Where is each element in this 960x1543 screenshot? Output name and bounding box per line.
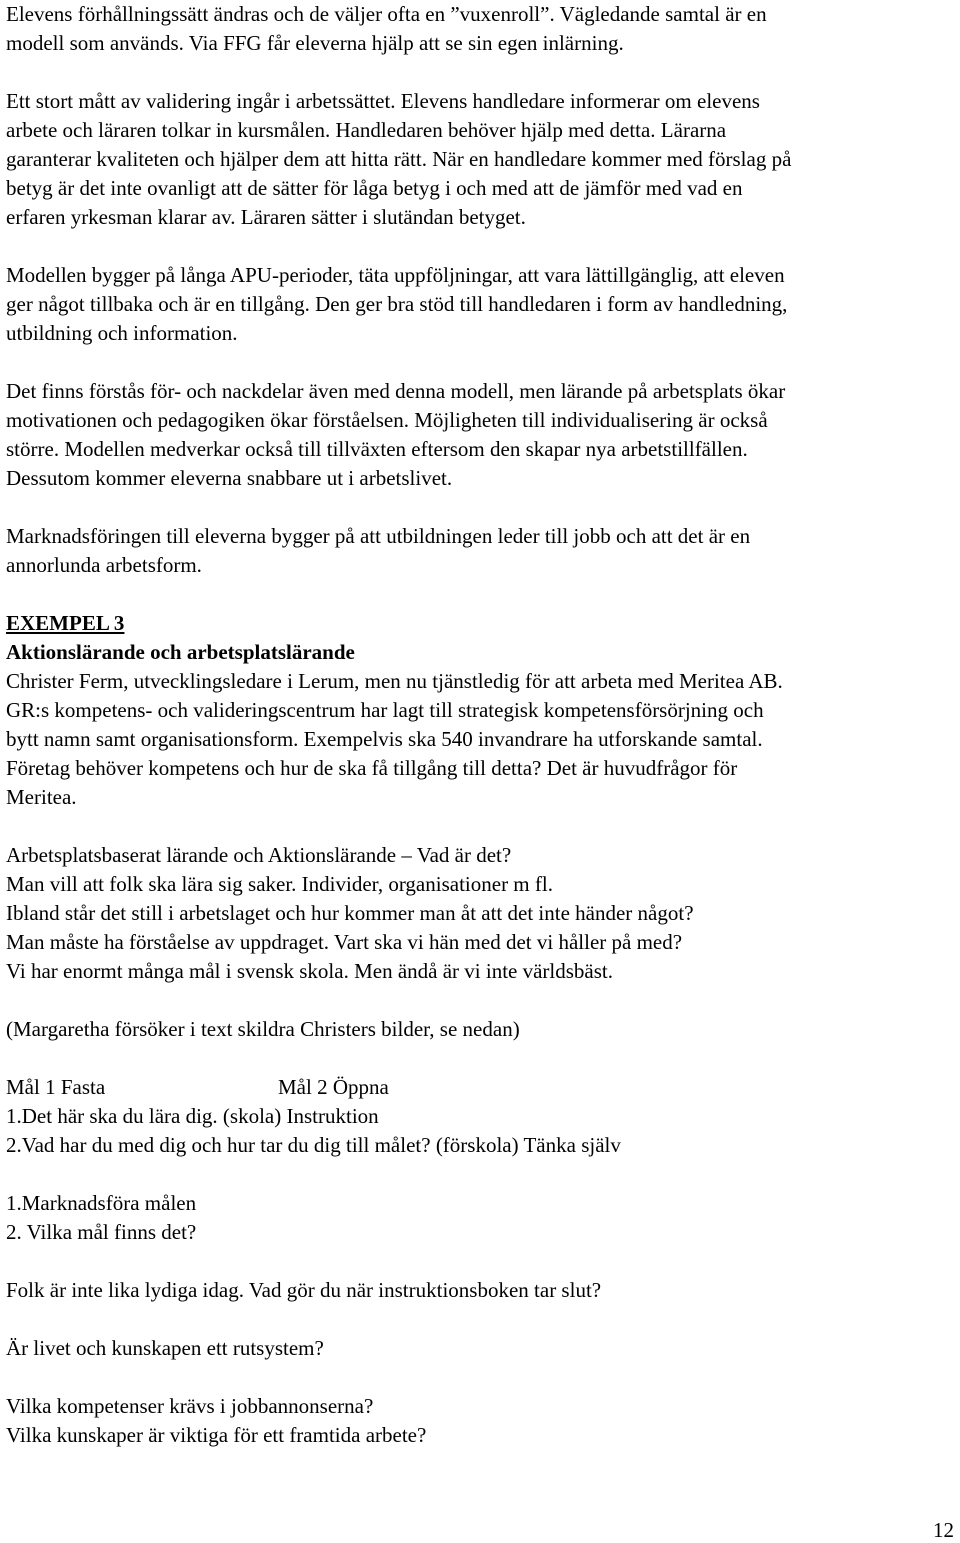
text-line: Elevens förhållningssätt ändras och de väljer ofta en ”vuxenroll”. Vägledande samtal är en	[6, 2, 767, 26]
paragraph-marketing	[6, 522, 954, 580]
goals-line	[6, 1073, 954, 1102]
list-item: 1.Marknadsföra målen	[6, 1191, 197, 1215]
text-line: ger något tillbaka och är en tillgång. Den ger bra stöd till handledaren i form av handledning,	[6, 292, 788, 316]
text-line: motivationen och pedagogiken ökar förståelsen. Möjligheten till individualisering är också	[6, 408, 768, 432]
text-line: Det finns förstås för- och nackdelar även med denna modell, men lärande på arbetsplats ökar	[6, 379, 786, 403]
paragraph-guidance	[6, 0, 954, 58]
text-line: Arbetsplatsbaserat lärande och Aktionslärande – Vad är det?	[6, 843, 512, 867]
text-line: garanterar kvaliteten och hjälper dem att hitta rätt. När en handledare kommer med förslag på	[6, 147, 792, 171]
text-line: Vilka kompetenser krävs i jobbannonserna?	[6, 1394, 374, 1418]
list-item: 1.Det här ska du lära dig. (skola) Instruktion	[6, 1104, 379, 1128]
text-line: Man vill att folk ska lära sig saker. Individer, organisationer m fl.	[6, 872, 553, 896]
paragraph-model	[6, 261, 954, 348]
paragraph-pros-cons	[6, 377, 954, 493]
text-line: Christer Ferm, utvecklingsledare i Lerum, men nu tjänstledig för att arbeta med Meritea AB.	[6, 669, 783, 693]
text-line: Man måste ha förståelse av uppdraget. Vart ska vi hän med det vi håller på med?	[6, 930, 683, 954]
document-page	[6, 0, 954, 1450]
text-line: Dessutom kommer eleverna snabbare ut i arbetslivet.	[6, 466, 453, 490]
text-line: modell som används. Via FFG får eleverna hjälp att se sin egen inlärning.	[6, 31, 624, 55]
text-line: (Margaretha försöker i text skildra Christers bilder, se nedan)	[6, 1017, 520, 1041]
text-line: Vi har enormt många mål i svensk skola. Men ändå är vi inte världsbäst.	[6, 959, 614, 983]
example-heading: EXEMPEL 3	[6, 611, 125, 635]
example-section	[6, 609, 954, 1450]
text-line: större. Modellen medverkar också till tillväxten eftersom den skapar nya arbetstillfällen.	[6, 437, 748, 461]
text-line: arbete och läraren tolkar in kursmålen. Handledaren behöver hjälp med detta. Lärarna	[6, 118, 727, 142]
list-item: 2. Vilka mål finns det?	[6, 1220, 197, 1244]
goal-2-label: Mål 2 Öppna	[278, 1075, 389, 1099]
paragraph-validation	[6, 87, 954, 232]
page-number: 12	[933, 1518, 954, 1542]
example-subheading: Aktionslärande och arbetsplatslärande	[6, 640, 355, 664]
list-item: 2.Vad har du med dig och hur tar du dig till målet? (förskola) Tänka själv	[6, 1133, 621, 1157]
text-line: Ett stort mått av validering ingår i arbetssättet. Elevens handledare informerar om elevens	[6, 89, 760, 113]
text-line: Vilka kunskaper är viktiga för ett framtida arbete?	[6, 1423, 427, 1447]
text-line: Modellen bygger på långa APU-perioder, täta uppföljningar, att vara lättillgänglig, att eleven	[6, 263, 785, 287]
text-line: Folk är inte lika lydiga idag. Vad gör du när instruktionsboken tar slut?	[6, 1278, 602, 1302]
text-line: utbildning och information.	[6, 321, 238, 345]
text-line: Företag behöver kompetens och hur de ska få tillgång till detta? Det är huvudfrågor för	[6, 756, 738, 780]
text-line: erfaren yrkesman klarar av. Läraren sätter i slutändan betyget.	[6, 205, 526, 229]
text-line: Meritea.	[6, 785, 77, 809]
text-line: annorlunda arbetsform.	[6, 553, 202, 577]
text-line: Marknadsföringen till eleverna bygger på att utbildningen leder till jobb och att det är en	[6, 524, 751, 548]
goal-1-label: Mål 1 Fasta	[6, 1075, 106, 1099]
text-line: betyg är det inte ovanligt att de sätter för låga betyg i och med att de jämför med vad en	[6, 176, 743, 200]
text-line: Är livet och kunskapen ett rutsystem?	[6, 1336, 324, 1360]
text-line: bytt namn samt organisationsform. Exempelvis ska 540 invandrare ha utforskande samtal.	[6, 727, 763, 751]
text-line: Ibland står det still i arbetslaget och hur kommer man åt att det inte händer något?	[6, 901, 694, 925]
text-line: GR:s kompetens- och valideringscentrum har lagt till strategisk kompetensförsörjning och	[6, 698, 764, 722]
